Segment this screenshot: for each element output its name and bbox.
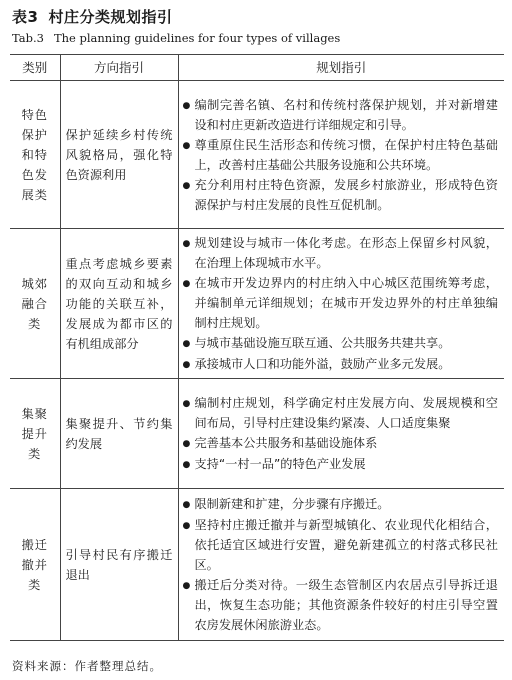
planning-guidelines-table	[10, 54, 504, 641]
table-row	[10, 229, 504, 379]
guideline-text: 编制完善名镇、名村和传统村落保护规划，并对新增建设和村庄更新改造进行详细规定和引导。	[194, 97, 498, 132]
table-row	[10, 379, 504, 489]
direction-cell: 引导村民有序搬迁退出	[60, 489, 178, 641]
guideline-item	[183, 575, 499, 635]
guideline-item	[183, 454, 499, 475]
category-cell: 搬迁撤并类	[10, 489, 60, 641]
bullet-icon: ●	[182, 438, 191, 449]
caption-en-title: The planning guidelines for four types of villages	[53, 31, 341, 45]
caption-chinese	[12, 6, 504, 28]
caption-cn-title: 村庄分类规划指引	[48, 8, 173, 26]
guideline-text: 规划建设与城市一体化考虑。在形态上保留乡村风貌，在治理上体现城市水平。	[194, 235, 498, 270]
guideline-item	[183, 433, 499, 454]
guideline-text: 坚持村庄搬迁撤并与新型城镇化、农业现代化相结合，依托适宜区域进行安置，避免新建孤立的村落式移民社区。	[194, 518, 498, 572]
bullet-icon: ●	[182, 238, 191, 249]
guideline-text: 在城市开发边界内的村庄纳入中心城区范围统筹考虑，并编制单元详细规划；在城市开发边界外的村庄单独编制村庄规划。	[194, 275, 498, 330]
bullet-icon: ●	[182, 359, 191, 370]
bullet-icon: ●	[182, 338, 191, 349]
bullet-icon: ●	[182, 459, 191, 470]
category-cell: 城郊融合类	[10, 229, 60, 379]
bullet-icon: ●	[182, 521, 191, 531]
guidelines-cell	[178, 229, 504, 379]
table-header-row	[10, 55, 504, 81]
bullet-icon: ●	[182, 581, 191, 591]
caption-en-number: Tab.3	[12, 31, 44, 45]
guideline-item	[183, 515, 499, 575]
direction-cell: 重点考虑城乡要素的双向互动和城乡功能的关联互补，发展成为都市区的有机组成部分	[60, 229, 178, 379]
guideline-text: 尊重原住民生活形态和传统习惯，在保护村庄特色基础上，改善村庄基础公共服务设施和公共环境。	[194, 137, 498, 172]
guidelines-cell	[178, 379, 504, 489]
table-caption	[12, 6, 504, 47]
guideline-item	[183, 135, 499, 175]
bullet-icon: ●	[182, 500, 191, 510]
bullet-icon: ●	[182, 180, 191, 191]
guidelines-cell	[178, 489, 504, 641]
guideline-text: 充分利用村庄特色资源，发展乡村旅游业，形成特色资源保护与村庄发展的良性互促机制。	[194, 177, 498, 212]
table-row	[10, 489, 504, 641]
guideline-text: 完善基本公共服务和基础设施体系	[194, 435, 378, 450]
guideline-text: 搬迁后分类对待。一级生态管制区内农居点引导拆迁退出，恢复生态功能；其他资源条件较好的村庄引导空置农房发展休闲旅游业态。	[194, 578, 498, 632]
caption-cn-number: 表3	[12, 8, 39, 26]
guideline-item	[183, 354, 499, 375]
guidelines-cell	[178, 81, 504, 229]
guideline-text: 承接城市人口和功能外溢，鼓励产业多元发展。	[194, 356, 451, 371]
direction-cell: 集聚提升、节约集约发展	[60, 379, 178, 489]
bullet-icon: ●	[182, 278, 191, 289]
guideline-text: 与城市基础设施互联互通、公共服务共建共享。	[194, 335, 451, 350]
bullet-icon: ●	[182, 100, 191, 111]
category-cell: 集聚提升类	[10, 379, 60, 489]
direction-cell: 保护延续乡村传统风貌格局，强化特色资源利用	[60, 81, 178, 229]
header-direction: 方向指引	[60, 55, 178, 81]
guideline-item	[183, 273, 499, 333]
bullet-icon: ●	[182, 398, 191, 409]
source-note: 资料来源：作者整理总结。	[12, 659, 162, 673]
header-category: 类别	[10, 55, 60, 81]
guideline-item	[183, 333, 499, 354]
guideline-item	[183, 175, 499, 215]
guideline-item	[183, 233, 499, 273]
guideline-text: 限制新建和扩建，分步骤有序搬迁。	[194, 497, 390, 511]
guideline-item	[183, 494, 499, 515]
guideline-item	[183, 95, 499, 135]
table-row	[10, 81, 504, 229]
guideline-text: 支持“一村一品”的特色产业发展	[194, 456, 366, 471]
guideline-text: 编制村庄规划，科学确定村庄发展方向、发展规模和空间布局，引导村庄建设集约紧凑、人口适度集聚	[194, 395, 498, 430]
caption-english	[12, 29, 504, 47]
header-guidelines: 规划指引	[178, 55, 504, 81]
guideline-item	[183, 393, 499, 433]
category-cell: 特色保护和特色发展类	[10, 81, 60, 229]
bullet-icon: ●	[182, 140, 191, 151]
